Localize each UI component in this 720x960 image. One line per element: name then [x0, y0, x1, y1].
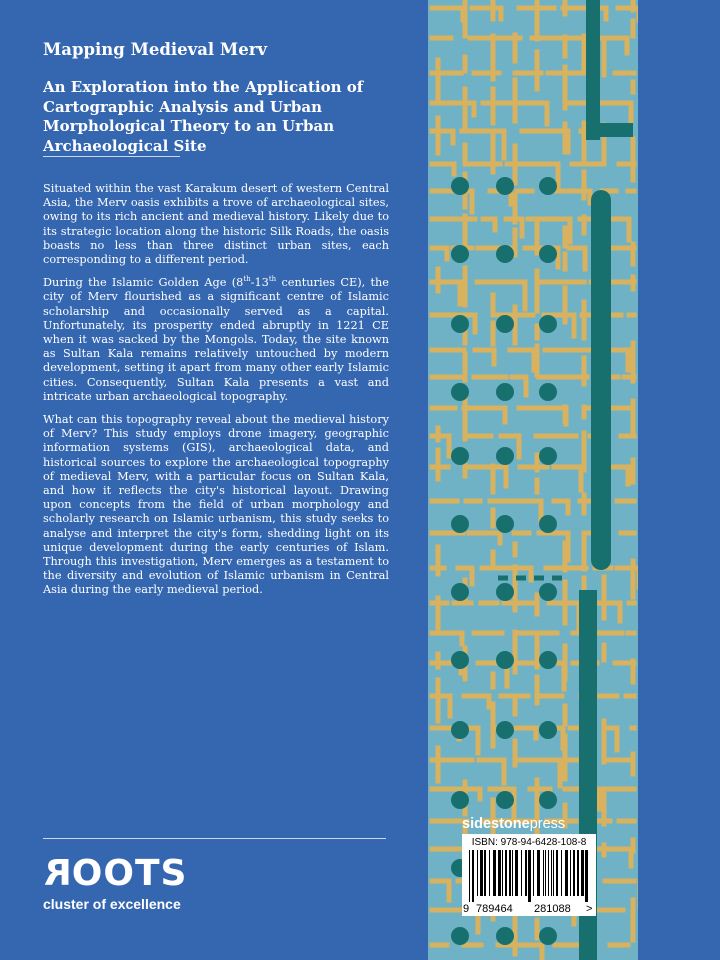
- barcode-bar: [543, 850, 544, 896]
- footer-divider: [43, 838, 386, 839]
- book-title: Mapping Medieval Merv: [43, 40, 267, 59]
- map-dot: [496, 177, 514, 195]
- barcode-bar: [512, 850, 513, 896]
- map-dot: [496, 927, 514, 945]
- barcode-bar: [498, 850, 501, 896]
- blurb-text: During the Islamic Golden Age (8: [43, 276, 244, 290]
- map-dot: [451, 721, 469, 739]
- map-dot: [496, 721, 514, 739]
- map-dot: [496, 583, 514, 601]
- superscript: th: [243, 275, 251, 284]
- barcode-bar: [484, 850, 486, 896]
- map-dot: [451, 791, 469, 809]
- barcode-bar: [537, 850, 540, 896]
- barcode-bar: [545, 850, 546, 896]
- roots-logo-subtitle: cluster of excellence: [43, 896, 181, 912]
- map-dot: [539, 383, 557, 401]
- map-dot: [539, 791, 557, 809]
- barcode-bar: [585, 850, 588, 902]
- map-dot: [496, 651, 514, 669]
- barcode-bar: [480, 850, 483, 896]
- barcode-bar: [525, 850, 527, 896]
- blurb-text: -13: [250, 276, 269, 290]
- barcode-bar: [553, 850, 554, 896]
- map-dot: [539, 245, 557, 263]
- barcode-digits-right: 281088: [534, 903, 571, 915]
- barcode-bar: [581, 850, 584, 896]
- barcode-bar: [548, 850, 549, 896]
- blurb: [43, 182, 389, 607]
- barcode-bar: [577, 850, 579, 896]
- barcode-bar: [561, 850, 562, 896]
- map-dot: [451, 927, 469, 945]
- map-dot: [539, 515, 557, 533]
- title-divider: [43, 156, 180, 157]
- isbn-barcode: [462, 834, 596, 916]
- barcode-bar: [556, 850, 558, 896]
- map-dot: [539, 315, 557, 333]
- barcode-digit-lead: 9: [463, 903, 470, 915]
- publisher-logo: [462, 816, 565, 832]
- map-dot: [496, 447, 514, 465]
- map-dot: [539, 447, 557, 465]
- barcode-bar: [477, 850, 478, 896]
- barcode-bar: [469, 850, 470, 902]
- barcode-bar: [489, 850, 490, 896]
- barcode-bar: [528, 850, 531, 902]
- roots-logo-letters: OOTS: [71, 853, 188, 894]
- isbn-label: ISBN: 978-94-6428-108-8: [471, 837, 587, 848]
- map-dot: [451, 447, 469, 465]
- barcode-bar: [509, 850, 511, 896]
- roots-logo-letter: R: [43, 853, 72, 894]
- barcode-bar: [472, 850, 474, 902]
- map-dot: [539, 721, 557, 739]
- barcode-bars: [469, 850, 589, 902]
- publisher-name-regular: press: [529, 816, 566, 832]
- map-dot: [496, 791, 514, 809]
- barcode-bar: [502, 850, 503, 896]
- blurb-paragraph-2: [43, 276, 389, 404]
- map-dot: [451, 245, 469, 263]
- blurb-paragraph-3: What can this topography reveal about the medieval history of Merv? This study employs drone imagery, geographic information systems (GIS), archaeological data, and historical sources to explore the archaeological topography of medieval Merv, with a particular focus on Sultan Kala, and how it reflects the city's historical layout. Drawing upon concepts from the field of urban morphology and scholarly research on Islamic urbanism, this study seeks to analyse and interpret the city's form, shedding light on its unique development during the early centuries of Islam. Through this investigation, Merv emerges as a testament to the diversity and evolution of Islamic urbanism in Central Asia during the early medieval period.: [43, 413, 389, 597]
- blurb-text: centuries CE), the city of Merv flourished as a significant centre of Islamic scholarship and occasionally served as a capital. Unfortunately, its prosperity ended abruptly in 1221 CE when it was sacked by the Mongols. Today, the site known as Sultan Kala remains relatively untouched by modern development, setting it apart from many other early Islamic cities. Consequently, Sultan Kala presents a vast and intricate urban archaeological topography.: [43, 276, 389, 403]
- barcode-bar: [570, 850, 571, 896]
- map-dot: [496, 315, 514, 333]
- map-dot: [451, 515, 469, 533]
- barcode-bar: [521, 850, 522, 896]
- map-dot: [539, 177, 557, 195]
- barcode-bar: [565, 850, 568, 896]
- map-dot: [451, 177, 469, 195]
- map-dot: [539, 927, 557, 945]
- barcode-bar: [493, 850, 496, 896]
- map-dot: [496, 383, 514, 401]
- barcode-bar: [551, 850, 552, 896]
- publisher-name-bold: sidestone: [462, 816, 530, 832]
- barcode-bar: [573, 850, 575, 896]
- barcode-bar: [505, 850, 507, 896]
- barcode-bar: [533, 850, 534, 896]
- barcode-bar: [515, 850, 518, 896]
- map-dot: [451, 383, 469, 401]
- map-dot: [451, 315, 469, 333]
- barcode-digit-tail: >: [586, 903, 593, 915]
- map-dot: [451, 651, 469, 669]
- roots-logo: [43, 853, 188, 894]
- map-dot: [451, 583, 469, 601]
- map-dot: [496, 515, 514, 533]
- blurb-paragraph-1: Situated within the vast Karakum desert of western Central Asia, the Merv oasis exhibits a trove of archaeological sites, owing to its rich ancient and medieval history. Likely due to its strategic location along the historic Silk Roads, the oasis boasts no less than three distinct urban sites, each corresponding to a different period.: [43, 182, 389, 267]
- book-subtitle: An Exploration into the Application of Cartographic Analysis and Urban Morphological Theory to an Urban Archaeological Site: [43, 78, 364, 155]
- superscript: th: [268, 275, 277, 284]
- map-dot: [539, 651, 557, 669]
- map-dot: [539, 583, 557, 601]
- map-dot: [496, 245, 514, 263]
- barcode-digits-left: 789464: [476, 903, 513, 915]
